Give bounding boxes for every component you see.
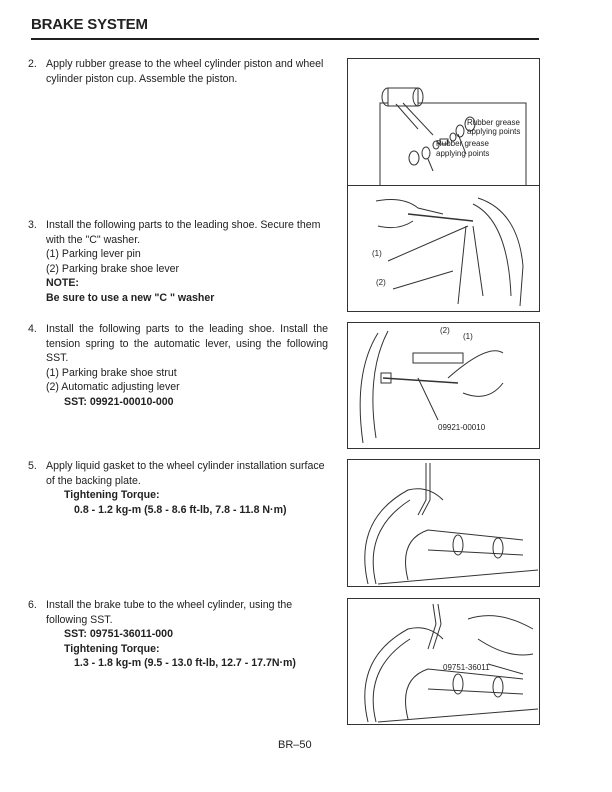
figure-brake-tube [347,598,540,725]
step-4 [28,322,328,409]
tool-label: 09751-36011 [443,663,490,672]
callout-1: (1) [463,332,473,341]
step-text: Install the following parts to the leading shoe. Install the tension spring to the automatic lever, using the following SST. [46,323,328,364]
figure-leading-shoe [347,185,540,312]
step-number: 3. [28,219,37,231]
step-text: Install the brake tube to the wheel cylinder, using the following SST. [46,599,293,626]
sst-number: SST: 09921-00010-000 [64,395,174,408]
figure-piston-grease [347,58,540,206]
section-title: BRAKE SYSTEM [31,16,148,33]
step-item: (1) Parking brake shoe strut [46,366,177,379]
step-number: 2. [28,58,37,70]
step-number: 5. [28,460,37,472]
brake-tube-illustration [348,599,539,724]
note-label: NOTE: [46,277,79,289]
step-number: 6. [28,599,37,611]
step-text: Apply rubber grease to the wheel cylinder piston and wheel cylinder piston cup. Assemble the piston. [46,58,324,85]
note-text: Be sure to use a new "C " washer [46,291,215,304]
step-item: (2) Automatic adjusting lever [46,381,180,393]
tool-label: 09921-00010 [438,423,486,432]
step-5 [28,459,328,517]
torque-label: Tightening Torque: [64,642,160,655]
backing-plate-illustration [348,460,539,586]
page-number: BR–50 [278,739,312,751]
step-6 [28,598,328,671]
step-item: (2) Parking brake shoe lever [46,262,180,275]
step-item: (1) Parking lever pin [46,248,141,260]
torque-value: 0.8 - 1.2 kg-m (5.8 - 8.6 ft-lb, 7.8 - 11.8 N·m) [74,503,287,516]
callout-2: (2) [440,326,450,335]
step-3 [28,218,328,305]
header-rule [31,38,539,40]
sst-number: SST: 09751-36011-000 [64,628,173,640]
grease-label-b2: applying points [436,149,490,158]
torque-value: 1.3 - 1.8 kg-m (9.5 - 13.0 ft-lb, 12.7 - 17.7N·m) [74,657,296,669]
step-text: Install the following parts to the leading shoe. Secure them with the "C" washer. [46,219,321,246]
grease-label-a: Rubber grease [467,118,520,127]
grease-label-b: Rubber grease [436,139,489,148]
torque-label: Tightening Torque: [64,489,160,501]
step-text: Apply liquid gasket to the wheel cylinder installation surface of the backing plate. [46,460,325,487]
step-number: 4. [28,323,37,335]
callout-1: (1) [372,249,382,258]
step-2 [28,57,328,86]
figure-tension-spring [347,322,540,449]
grease-label-a2: applying points [467,127,521,136]
callout-2: (2) [376,278,386,287]
figure-backing-plate [347,459,540,587]
